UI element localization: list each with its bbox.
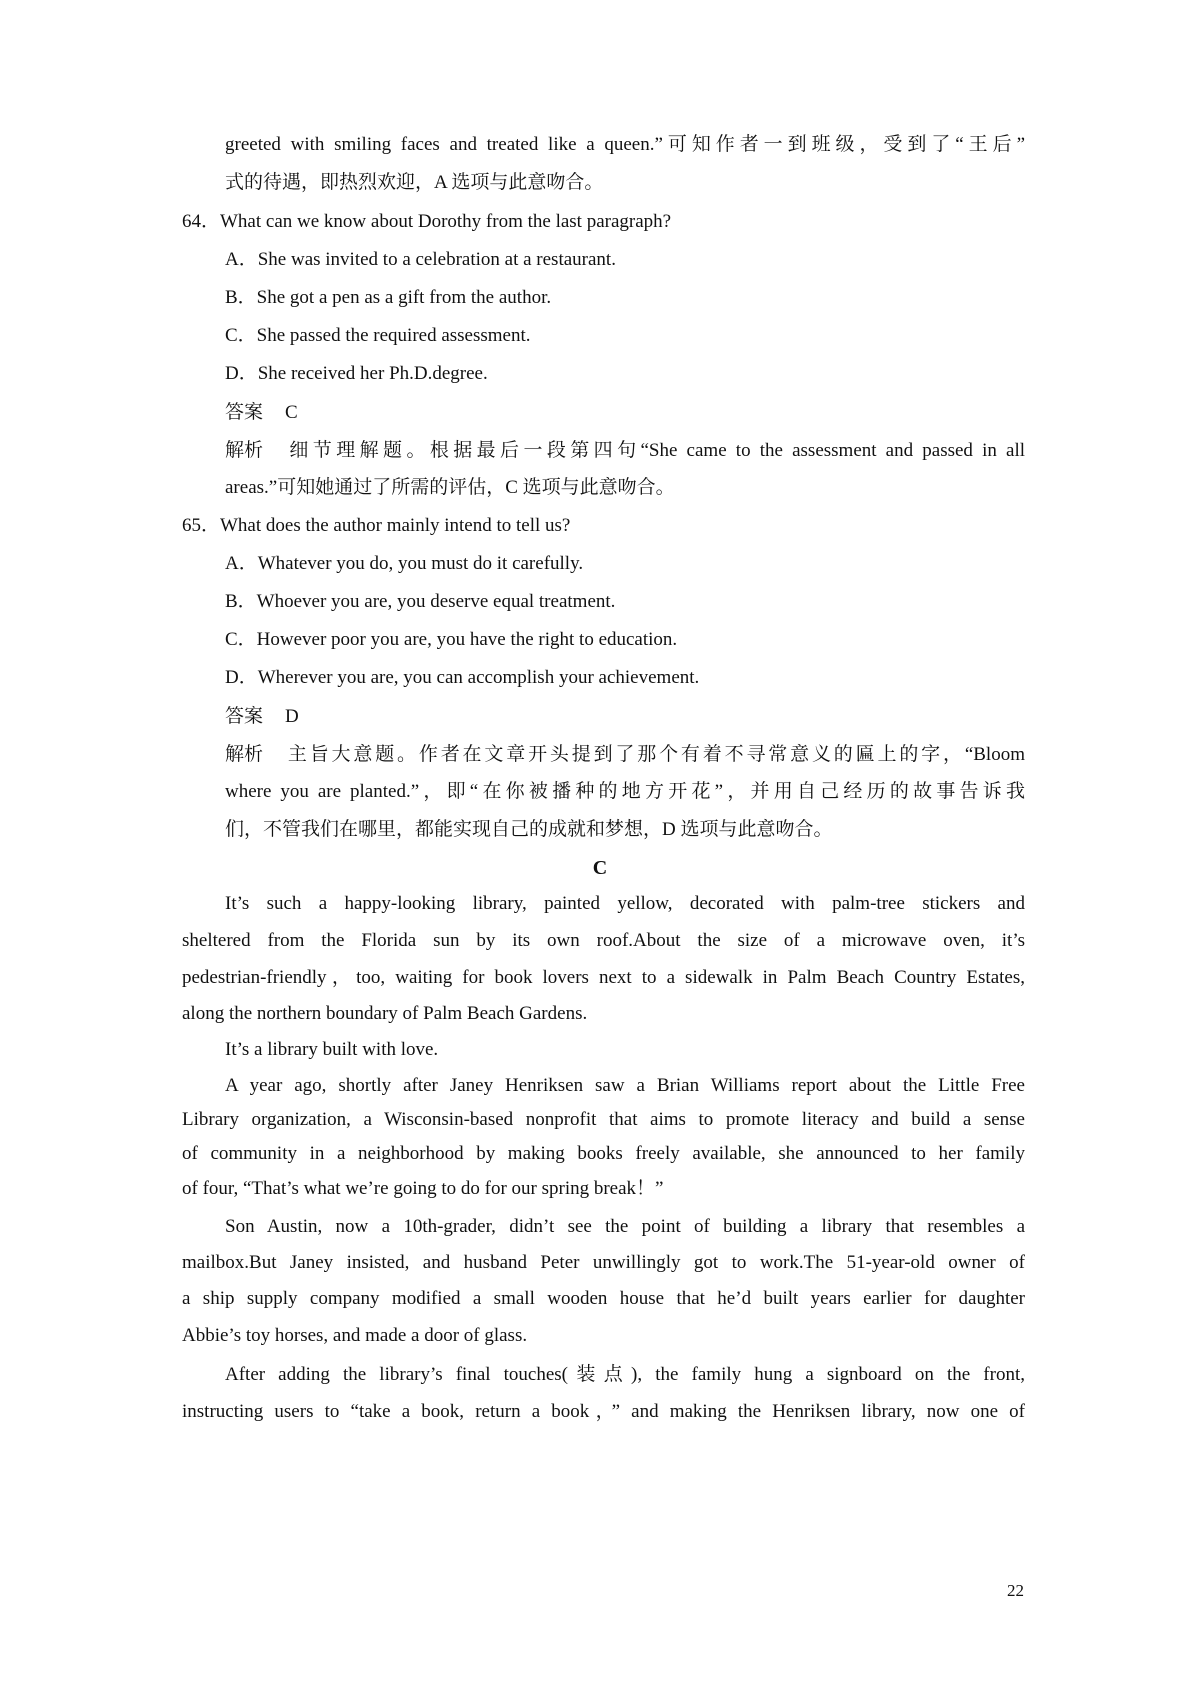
question-65: 65．What does the author mainly intend to tell us? [182,515,571,536]
answer-line [225,400,1025,425]
explanation-line [225,438,1025,463]
passage-line: It’s a library built with love. [225,1039,439,1060]
option-d: D．She received her Ph.D.degree. [225,363,488,384]
answer-explanation-cont: greeted with smiling faces and treated like a queen.”可知作者一到班级，受到了“王后” [225,134,1025,155]
passage-line: A year ago, shortly after Janey Henriksen saw a Brian Williams report about the Little Free [225,1075,1025,1096]
explanation-text: 主旨大意题。作者在文章开头提到了那个有着不寻常意义的匾上的字，“Bloom [285,744,1025,765]
passage-line: sheltered from the Florida sun by its own roof.About the size of a microwave oven, it’s [182,930,1025,951]
section-heading: C [592,857,608,879]
page-number: 22 [1007,1581,1024,1600]
answer-value: C [285,402,298,423]
passage-line: After adding the library’s final touches(装点), the family hung a signboard on the front, [225,1364,1025,1385]
explanation-text: 细节理解题。根据最后一段第四句“She came to the assessment and passed in all [285,440,1025,461]
answer-label: 答案 [225,401,264,423]
passage-line: Abbie’s toy horses, and made a door of glass. [182,1325,528,1346]
option-a: A．Whatever you do, you must do it carefully. [225,553,584,574]
passage-line: It’s such a happy-looking library, painted yellow, decorated with palm-tree stickers and [225,893,1025,914]
passage-line: of four, “That’s what we’re going to do for our spring break！” [182,1178,664,1199]
passage-line: mailbox.But Janey insisted, and husband Peter unwillingly got to work.The 51-year-old owner of [182,1252,1025,1273]
option-a: A．She was invited to a celebration at a restaurant. [225,249,616,270]
answer-line [225,704,1025,729]
passage-line: instructing users to “take a book, return a book，” and making the Henriksen library, now one of [182,1401,1025,1422]
option-b: B．She got a pen as a gift from the author. [225,287,552,308]
passage-line: Son Austin, now a 10th-grader, didn’t see the point of building a library that resembles a [225,1216,1025,1237]
answer-value: D [285,706,299,727]
passage-line: Library organization, a Wisconsin-based nonprofit that aims to promote literacy and build a sense [182,1109,1025,1130]
explanation-cont: 们，不管我们在哪里，都能实现自己的成就和梦想，D 选项与此意吻合。 [225,819,833,840]
explanation-cont: where you are planted.”，即“在你被播种的地方开花”，并用自己经历的故事告诉我 [225,781,1025,802]
answer-explanation-cont: 式的待遇，即热烈欢迎，A 选项与此意吻合。 [225,172,604,193]
option-c: C．She passed the required assessment. [225,325,531,346]
explanation-label: 解析 [225,743,264,765]
answer-label: 答案 [225,705,264,727]
explanation-label: 解析 [225,439,264,461]
passage-line: along the northern boundary of Palm Beach Gardens. [182,1003,588,1024]
passage-line: of community in a neighborhood by making books freely available, she announced to her family [182,1143,1025,1164]
question-64: 64．What can we know about Dorothy from the last paragraph? [182,211,672,232]
option-c: C．However poor you are, you have the right to education. [225,629,678,650]
explanation-line [225,742,1025,767]
passage-line: a ship supply company modified a small wooden house that he’d built years earlier for daughter [182,1288,1025,1309]
option-b: B．Whoever you are, you deserve equal treatment. [225,591,616,612]
explanation-cont: areas.”可知她通过了所需的评估，C 选项与此意吻合。 [225,477,675,498]
passage-line: pedestrian-friendly，too, waiting for book lovers next to a sidewalk in Palm Beach Country Estates, [182,967,1025,988]
option-d: D．Wherever you are, you can accomplish your achievement. [225,667,700,688]
